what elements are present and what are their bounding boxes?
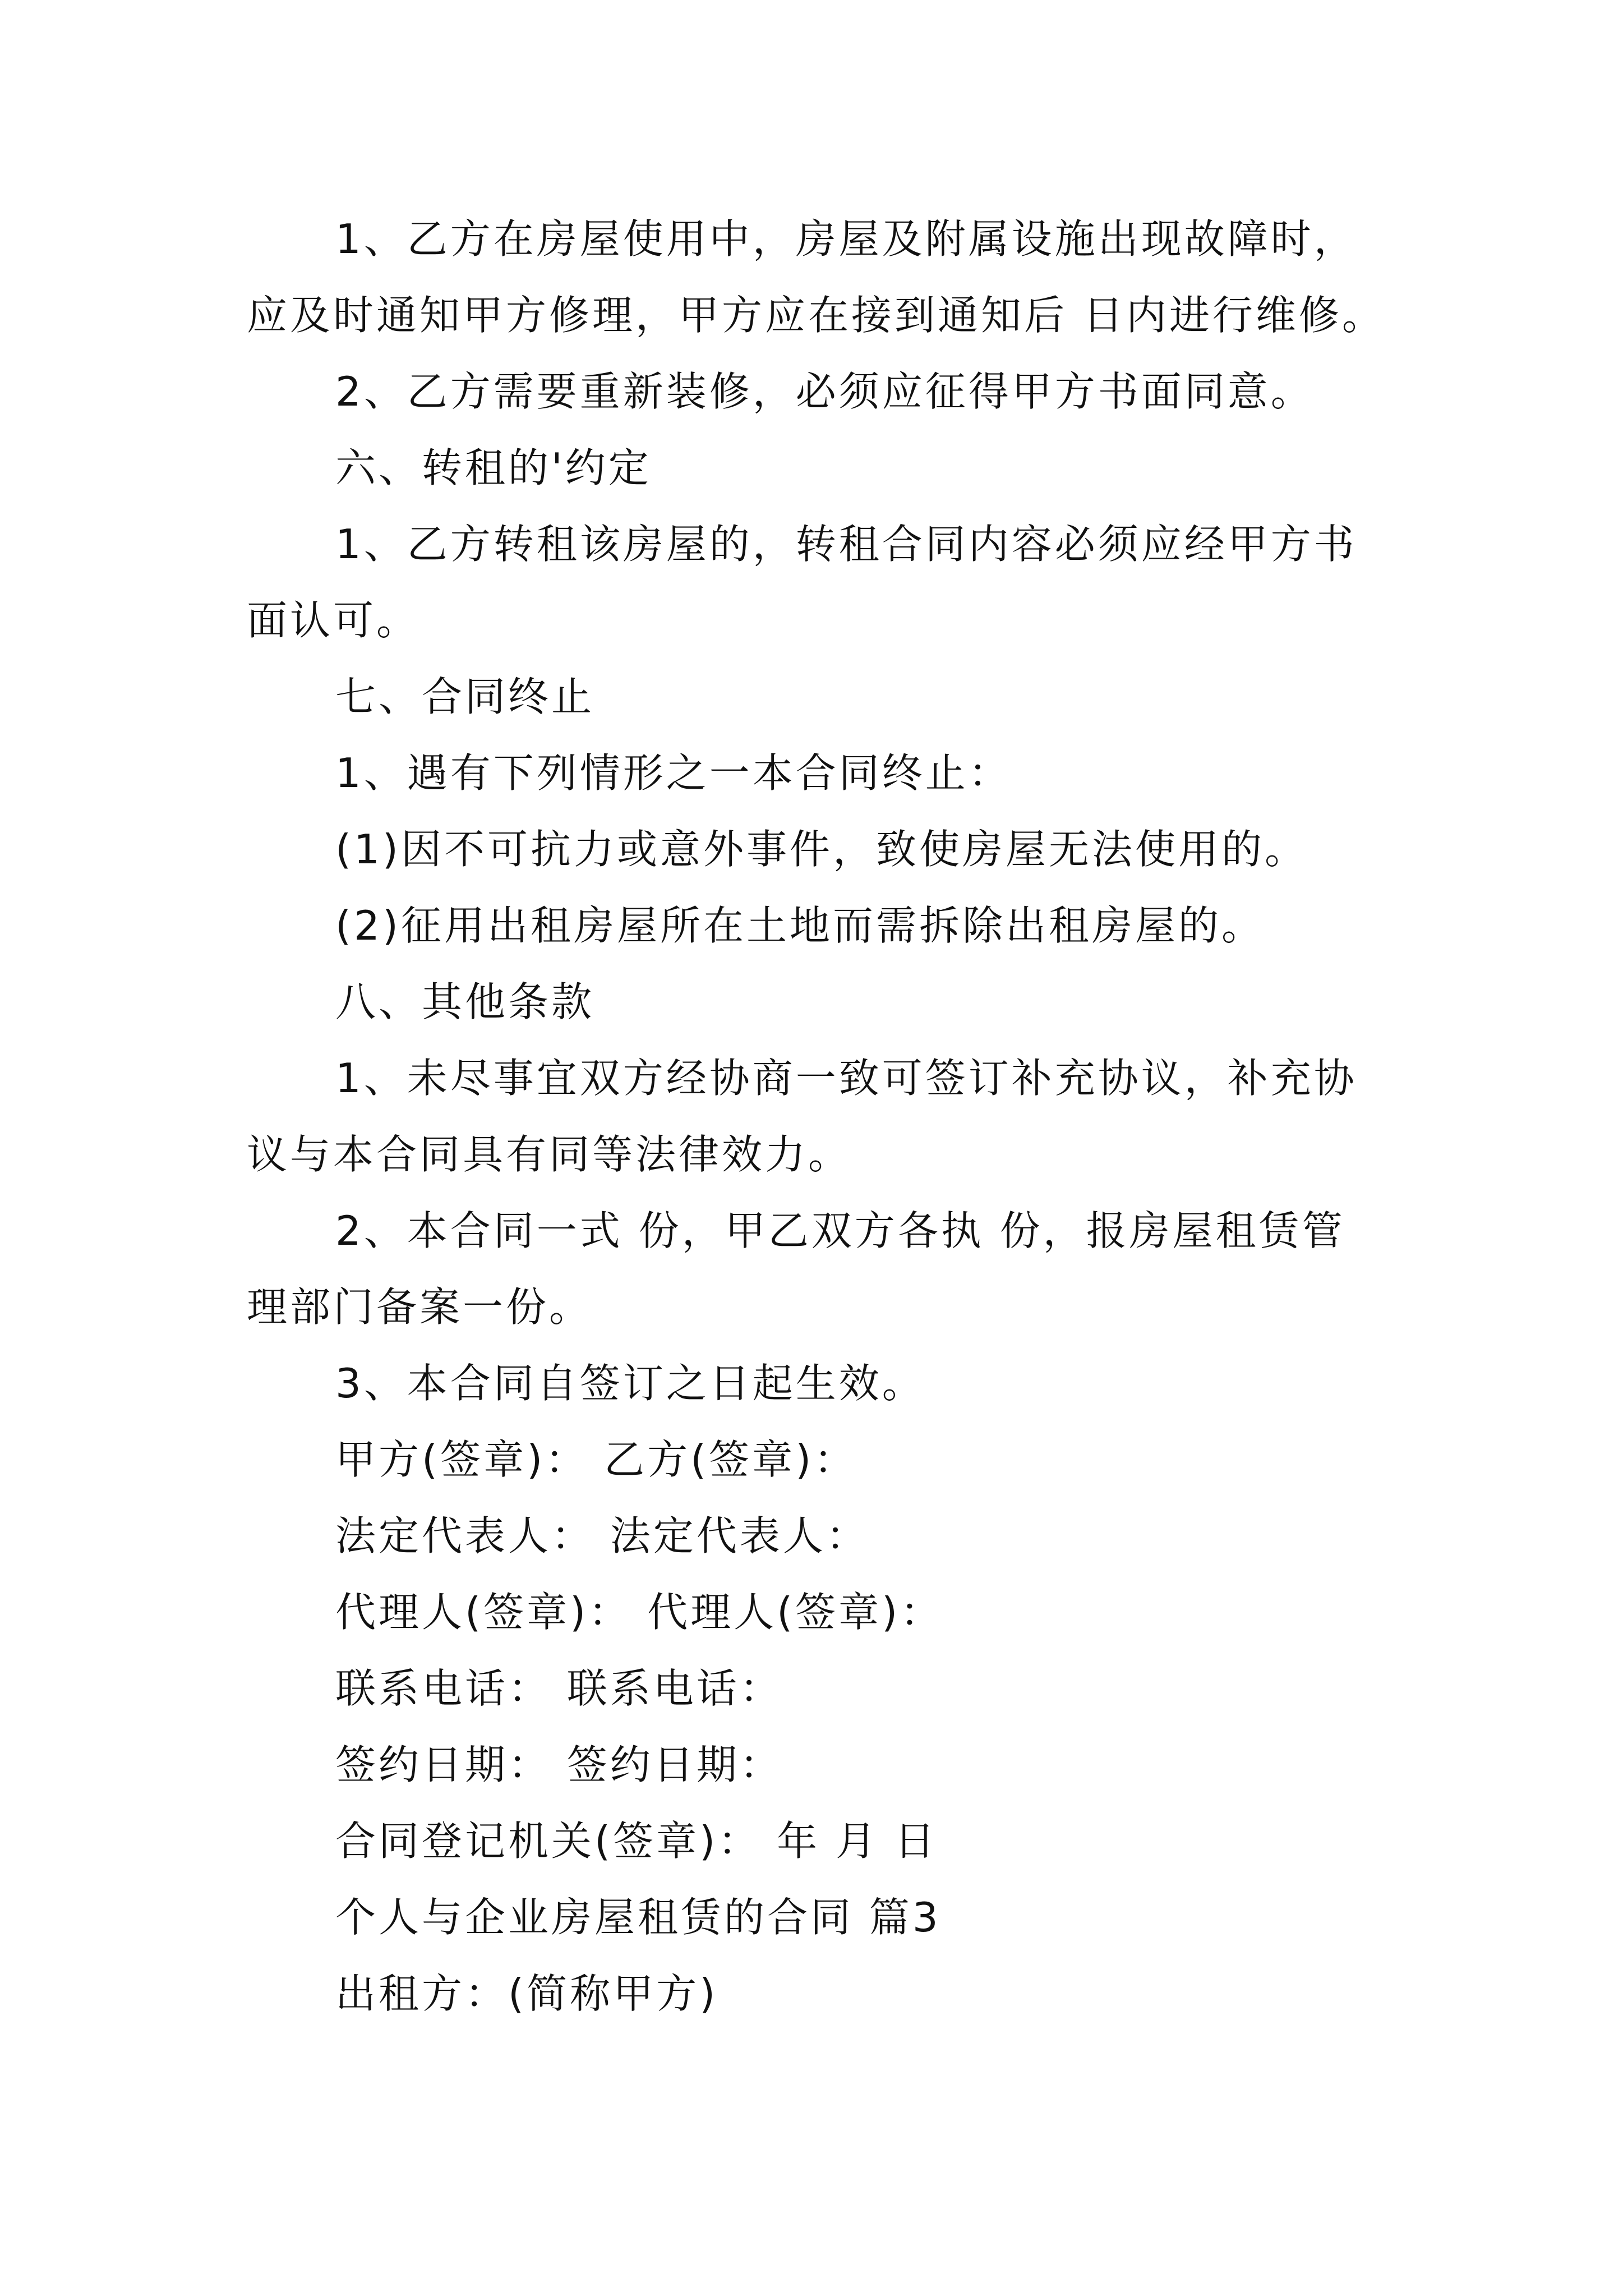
lessor-line: 出租方：(简称甲方) xyxy=(335,1970,718,2017)
clause-6-1-line-2: 面认可。 xyxy=(247,597,420,644)
signing-date-line: 签约日期： 签约日期： xyxy=(335,1741,783,1788)
clause-7-1-item-2: (2)征用出租房屋所在土地而需拆除出租房屋的。 xyxy=(335,902,1265,949)
clause-5-1-line-1: 1、乙方在房屋使用中，房屋及附属设施出现故障时， xyxy=(335,215,1357,263)
clause-8-1-line-1: 1、未尽事宜双方经协商一致可签订补充协议，补充协 xyxy=(335,1055,1357,1102)
registration-authority-line: 合同登记机关(签章)： 年 月 日 xyxy=(335,1818,938,1865)
clause-8-2-line-1: 2、本合同一式 份，甲乙双方各执 份，报房屋租赁管 xyxy=(335,1207,1345,1254)
signature-party-line: 甲方(签章)： 乙方(签章)： xyxy=(335,1436,857,1483)
clause-8-3: 3、本合同自签订之日起生效。 xyxy=(335,1360,925,1407)
contact-phone-line: 联系电话： 联系电话： xyxy=(335,1665,783,1712)
section-6-heading: 六、转租的'约定 xyxy=(335,444,652,491)
contract-3-title: 个人与企业房屋租赁的合同 篇3 xyxy=(335,1894,941,1941)
clause-8-2-line-2: 理部门备案一份。 xyxy=(247,1283,593,1331)
clause-5-2: 2、乙方需要重新装修，必须应征得甲方书面同意。 xyxy=(335,368,1314,415)
clause-6-1-line-1: 1、乙方转租该房屋的，转租合同内容必须应经甲方书 xyxy=(335,521,1357,568)
legal-representative-line: 法定代表人： 法定代表人： xyxy=(335,1512,869,1559)
clause-8-1-line-2: 议与本合同具有同等法律效力。 xyxy=(247,1131,852,1178)
clause-7-1: 1、遇有下列情形之一本合同终止： xyxy=(335,749,1012,797)
section-8-heading: 八、其他条款 xyxy=(335,978,595,1025)
clause-5-1-line-2: 应及时通知甲方修理，甲方应在接到通知后 日内进行维修。 xyxy=(247,292,1385,339)
agent-signature-line: 代理人(签章)： 代理人(签章)： xyxy=(335,1589,944,1636)
clause-7-1-item-1: (1)因不可抗力或意外事件，致使房屋无法使用的。 xyxy=(335,826,1308,873)
section-7-heading: 七、合同终止 xyxy=(335,673,595,720)
